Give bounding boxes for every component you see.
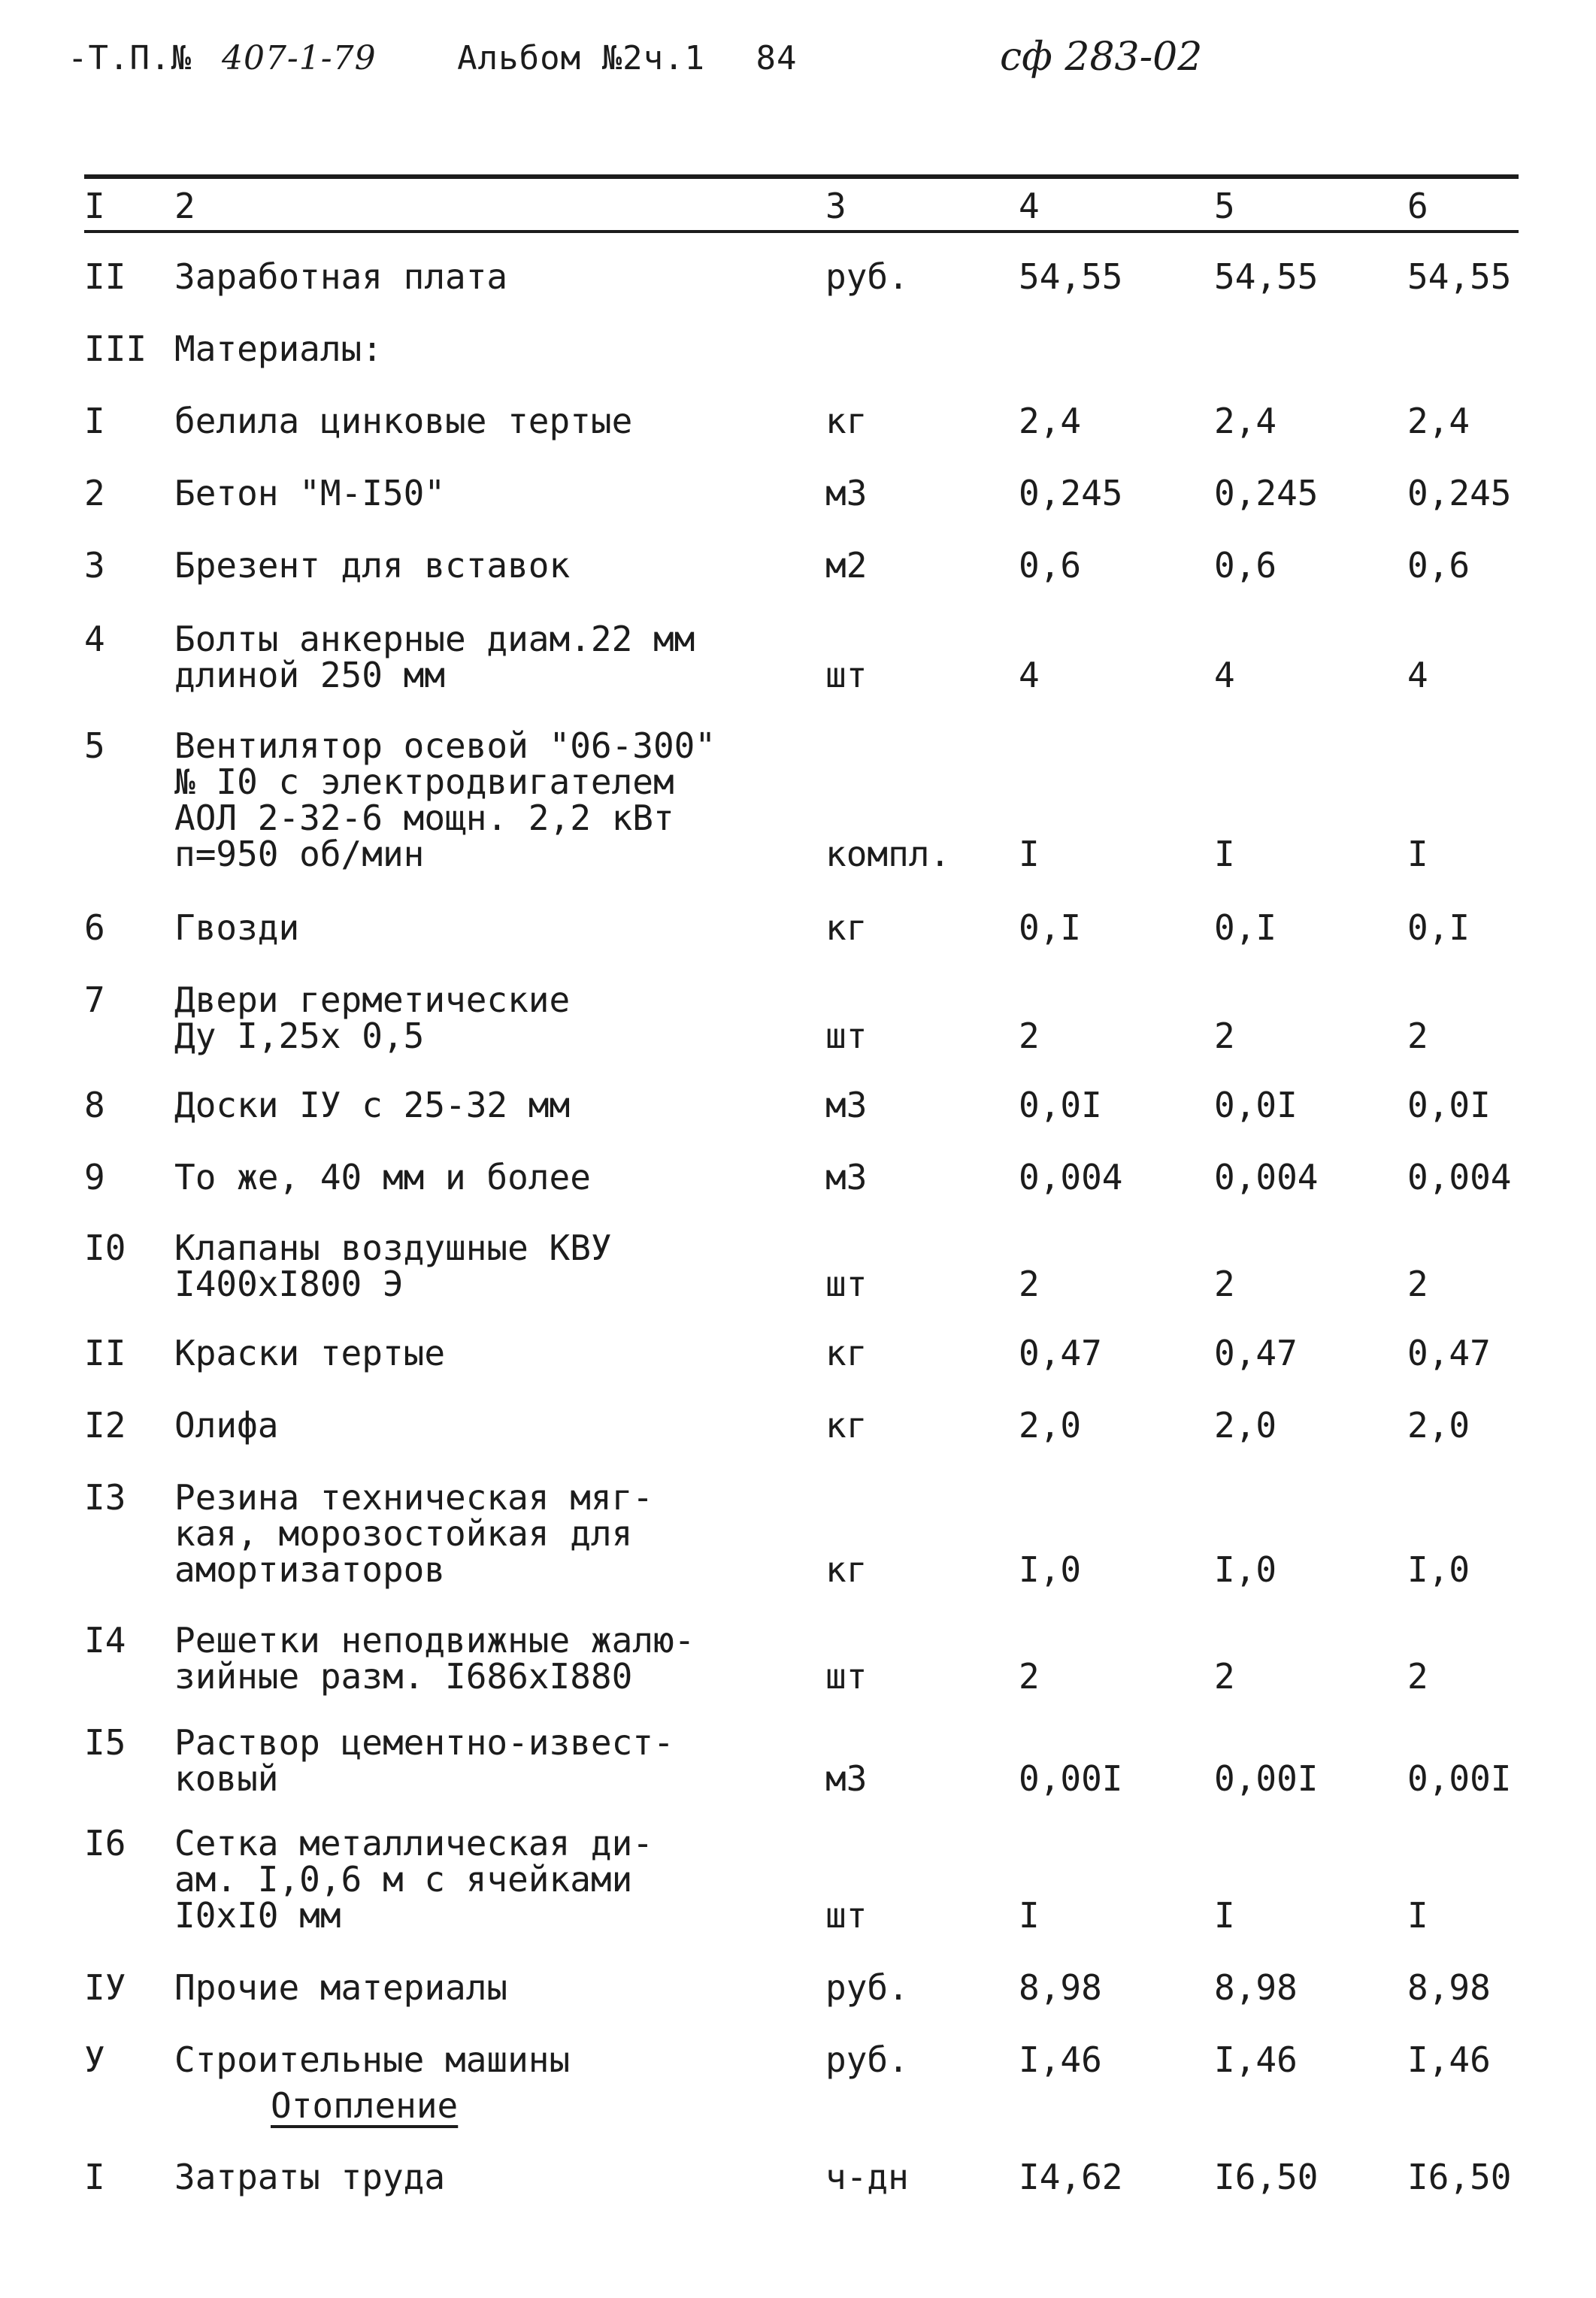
value-col4: 8,98 bbox=[1019, 1967, 1102, 2008]
unit: ч-дн bbox=[825, 2157, 909, 2197]
value-col5: 8,98 bbox=[1214, 1967, 1298, 2008]
unit: м2 bbox=[825, 545, 868, 586]
item-name: Брезент для вставок bbox=[174, 545, 571, 586]
value-col4: 0,0I bbox=[1019, 1085, 1102, 1125]
item-name: Клапаны воздушные КВУ I400хI800 Э bbox=[174, 1228, 612, 1304]
project-number-handwritten: 407-1-79 bbox=[221, 39, 377, 77]
unit: шт bbox=[825, 1016, 868, 1056]
value-col4: 2,4 bbox=[1019, 401, 1082, 441]
project-number bbox=[68, 39, 407, 77]
item-name: Раствор цементно-извест- ковый bbox=[174, 1722, 674, 1799]
item-name: Затраты труда bbox=[174, 2157, 446, 2197]
value-col5: I bbox=[1214, 834, 1235, 874]
value-col5: I,0 bbox=[1214, 1549, 1277, 1590]
value-col5: 0,004 bbox=[1214, 1157, 1319, 1197]
unit: кг bbox=[825, 401, 868, 441]
unit: руб. bbox=[825, 1967, 909, 2008]
handwritten-code: сф 283-02 bbox=[1000, 35, 1203, 80]
value-col5: I bbox=[1214, 1895, 1235, 1936]
row-number: 7 bbox=[84, 979, 105, 1020]
table-header-rule bbox=[84, 230, 1519, 233]
row-number: II bbox=[84, 1333, 126, 1373]
item-name: Двери герметические Ду I,25х 0,5 bbox=[174, 979, 571, 1056]
row-number: I2 bbox=[84, 1405, 126, 1446]
value-col4: 2,0 bbox=[1019, 1405, 1082, 1446]
column-header-5: 5 bbox=[1214, 186, 1235, 226]
unit: руб. bbox=[825, 256, 909, 297]
column-header-4: 4 bbox=[1019, 186, 1040, 226]
value-col5: 0,I bbox=[1214, 907, 1277, 948]
value-col5: 54,55 bbox=[1214, 256, 1319, 297]
item-name: Гвозди bbox=[174, 907, 300, 948]
value-col6: I bbox=[1407, 834, 1428, 874]
row-number: 9 bbox=[84, 1157, 105, 1197]
value-col6: I,46 bbox=[1407, 2039, 1491, 2080]
value-col6: I,0 bbox=[1407, 1549, 1470, 1590]
table-top-rule bbox=[84, 174, 1519, 179]
row-number: 2 bbox=[84, 473, 105, 513]
value-col5: 0,47 bbox=[1214, 1333, 1298, 1373]
value-col6: 0,47 bbox=[1407, 1333, 1491, 1373]
value-col5: 2 bbox=[1214, 1264, 1235, 1304]
column-header-6: 6 bbox=[1407, 186, 1428, 226]
value-col6: 0,0I bbox=[1407, 1085, 1491, 1125]
value-col4: I bbox=[1019, 834, 1040, 874]
unit: кг bbox=[825, 907, 868, 948]
value-col4: 0,47 bbox=[1019, 1333, 1102, 1373]
value-col6: 8,98 bbox=[1407, 1967, 1491, 2008]
column-header-1: I bbox=[84, 186, 105, 226]
value-col6: 2 bbox=[1407, 1264, 1428, 1304]
value-col5: 0,0I bbox=[1214, 1085, 1298, 1125]
value-col5: 2 bbox=[1214, 1016, 1235, 1056]
row-number: 8 bbox=[84, 1085, 105, 1125]
value-col6: 0,00I bbox=[1407, 1758, 1512, 1799]
value-col6: 2 bbox=[1407, 1016, 1428, 1056]
value-col6: I bbox=[1407, 1895, 1428, 1936]
value-col6: 0,I bbox=[1407, 907, 1470, 948]
row-number: I6 bbox=[84, 1823, 126, 1864]
project-prefix: -Т.П.№ bbox=[68, 39, 192, 77]
value-col5: 0,245 bbox=[1214, 473, 1319, 513]
column-header-2: 2 bbox=[174, 186, 195, 226]
row-number: IУ bbox=[84, 1967, 126, 2008]
page-number: 84 bbox=[756, 39, 798, 77]
value-col6: 2,4 bbox=[1407, 401, 1470, 441]
value-col5: 2,0 bbox=[1214, 1405, 1277, 1446]
value-col6: 4 bbox=[1407, 655, 1428, 695]
item-name: Сетка металлическая ди- ам. I,0,6 м с ячейками I0хI0 мм bbox=[174, 1823, 653, 1936]
unit: кг bbox=[825, 1333, 868, 1373]
unit: м3 bbox=[825, 1085, 868, 1125]
value-col6: 2 bbox=[1407, 1656, 1428, 1697]
item-name: Материалы: bbox=[174, 329, 383, 369]
row-number: 5 bbox=[84, 725, 105, 766]
item-name: То же, 40 мм и более bbox=[174, 1157, 591, 1197]
value-col6: 0,004 bbox=[1407, 1157, 1512, 1197]
row-number: I4 bbox=[84, 1620, 126, 1661]
item-name: Болты анкерные диам.22 мм длиной 250 мм bbox=[174, 619, 695, 695]
value-col4: 0,I bbox=[1019, 907, 1082, 948]
row-number: 6 bbox=[84, 907, 105, 948]
unit: кг bbox=[825, 1549, 868, 1590]
unit: кг bbox=[825, 1405, 868, 1446]
value-col4: 2 bbox=[1019, 1264, 1040, 1304]
row-number: 4 bbox=[84, 619, 105, 659]
item-name: Прочие материалы bbox=[174, 1967, 508, 2008]
value-col4: I bbox=[1019, 1895, 1040, 1936]
unit: компл. bbox=[825, 834, 951, 874]
value-col4: 0,6 bbox=[1019, 545, 1082, 586]
value-col4: 2 bbox=[1019, 1656, 1040, 1697]
value-col4: 0,00I bbox=[1019, 1758, 1123, 1799]
column-header-3: 3 bbox=[825, 186, 846, 226]
value-col5: 2 bbox=[1214, 1656, 1235, 1697]
row-number: У bbox=[84, 2039, 105, 2080]
unit: шт bbox=[825, 655, 868, 695]
value-col6: 2,0 bbox=[1407, 1405, 1470, 1446]
value-col6: 0,6 bbox=[1407, 545, 1470, 586]
value-col5: I6,50 bbox=[1214, 2157, 1319, 2197]
document-header bbox=[68, 39, 828, 77]
unit: шт bbox=[825, 1264, 868, 1304]
unit: м3 bbox=[825, 1157, 868, 1197]
value-col4: 0,004 bbox=[1019, 1157, 1123, 1197]
item-name: Заработная плата bbox=[174, 256, 508, 297]
value-col5: I,46 bbox=[1214, 2039, 1298, 2080]
unit: шт bbox=[825, 1656, 868, 1697]
item-name: Строительные машины bbox=[174, 2039, 571, 2080]
item-name: Бетон "М-I50" bbox=[174, 473, 446, 513]
value-col5: 0,00I bbox=[1214, 1758, 1319, 1799]
value-col4: I,46 bbox=[1019, 2039, 1102, 2080]
album-label: Альбом №2ч.1 bbox=[457, 39, 706, 77]
row-number: I bbox=[84, 401, 105, 441]
item-name: Доски IУ с 25-32 мм bbox=[174, 1085, 571, 1125]
value-col4: 0,245 bbox=[1019, 473, 1123, 513]
row-number: II bbox=[84, 256, 126, 297]
row-number: I3 bbox=[84, 1477, 126, 1518]
row-number: I bbox=[84, 2157, 105, 2197]
item-name: Вентилятор осевой "06-300" № I0 с электродвигателем АОЛ 2-32-6 мощн. 2,2 кВт п=950 об/мин bbox=[174, 725, 716, 874]
value-col4: I,0 bbox=[1019, 1549, 1082, 1590]
value-col5: 0,6 bbox=[1214, 545, 1277, 586]
value-col6: I6,50 bbox=[1407, 2157, 1512, 2197]
value-col4: 2 bbox=[1019, 1016, 1040, 1056]
item-name: белила цинковые тертые bbox=[174, 401, 633, 441]
row-number: III bbox=[84, 329, 147, 369]
section-heading: Отопление bbox=[271, 2085, 459, 2126]
value-col4: 54,55 bbox=[1019, 256, 1123, 297]
unit: м3 bbox=[825, 1758, 868, 1799]
item-name: Краски тертые bbox=[174, 1333, 446, 1373]
item-name: Резина техническая мяг- кая, морозостойкая для амортизаторов bbox=[174, 1477, 653, 1590]
unit: шт bbox=[825, 1895, 868, 1936]
value-col5: 2,4 bbox=[1214, 401, 1277, 441]
value-col5: 4 bbox=[1214, 655, 1235, 695]
value-col4: 4 bbox=[1019, 655, 1040, 695]
item-name: Решетки неподвижные жалю- зийные разм. I686хI880 bbox=[174, 1620, 695, 1697]
value-col6: 54,55 bbox=[1407, 256, 1512, 297]
unit: руб. bbox=[825, 2039, 909, 2080]
value-col6: 0,245 bbox=[1407, 473, 1512, 513]
row-number: I0 bbox=[84, 1228, 126, 1268]
row-number: I5 bbox=[84, 1722, 126, 1763]
row-number: 3 bbox=[84, 545, 105, 586]
value-col4: I4,62 bbox=[1019, 2157, 1123, 2197]
unit: м3 bbox=[825, 473, 868, 513]
item-name: Олифа bbox=[174, 1405, 279, 1446]
